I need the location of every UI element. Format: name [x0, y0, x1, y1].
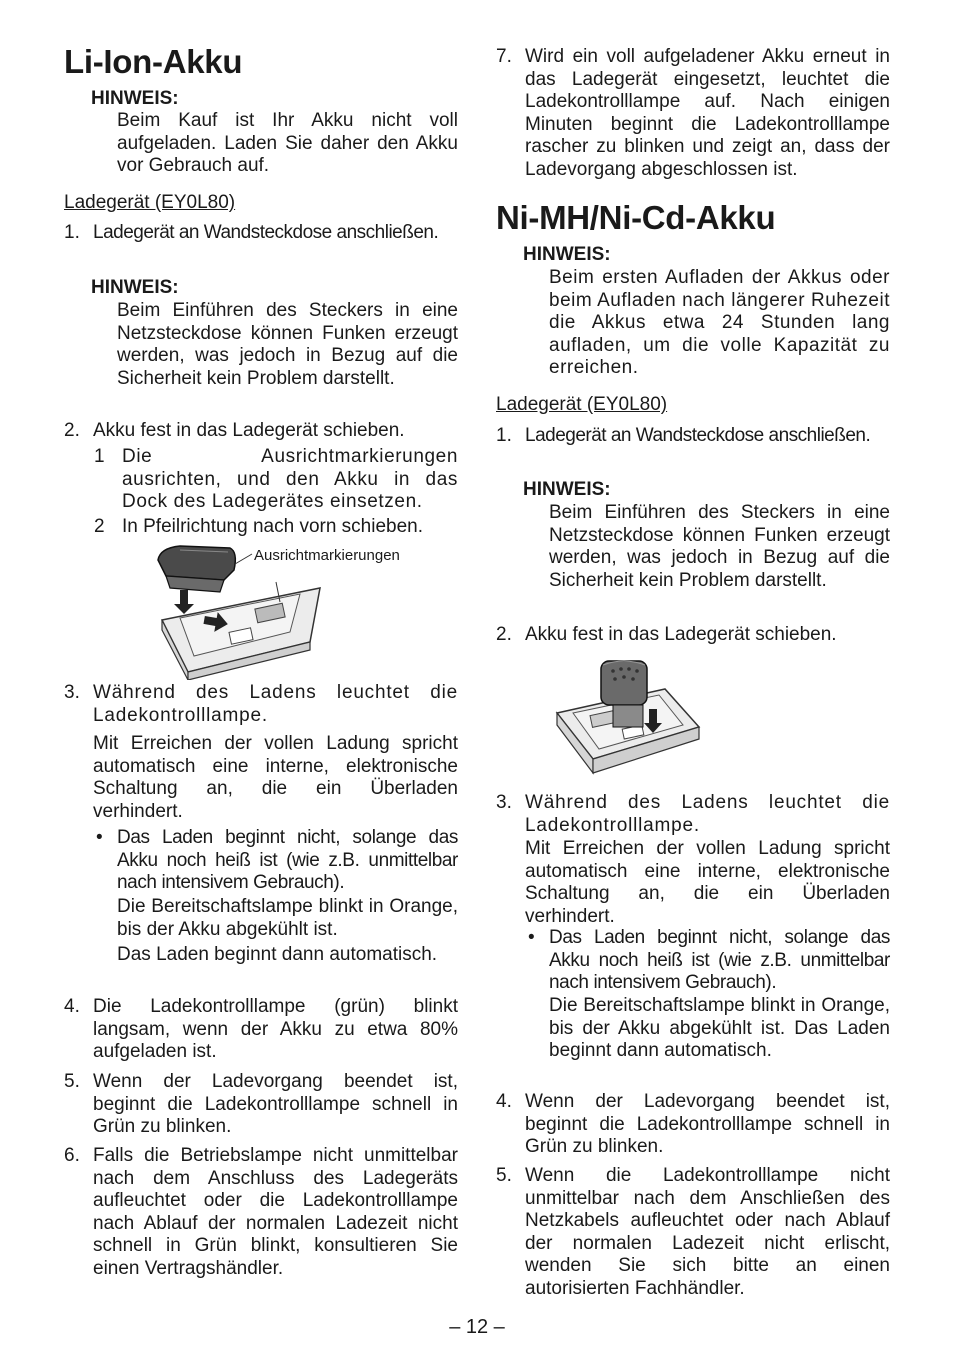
step-3-paragraph: Mit Erreichen der vollen Ladung spricht automatisch eine interne, elektronische Schaltung an, die ein Überladen verhindert. — [525, 838, 890, 927]
bullet-mark: • — [96, 827, 103, 848]
step-1-text: Ladegerät an Wandsteckdose anschließen. — [93, 222, 439, 243]
note-text: Beim Kauf ist Ihr Akku nicht voll aufgeladen. Laden Sie daher den Akku vor Gebrauch auf. — [117, 110, 458, 177]
step-3-bullet-continuation: Die Bereitschaftslampe blinkt in Orange, bis der Akku abgekühlt ist. — [117, 896, 458, 940]
note-label: HINWEIS: — [91, 88, 179, 109]
step-number: 5. — [496, 1165, 512, 1186]
section-title-ni-mh: Ni-MH/Ni-Cd-Akku — [496, 199, 776, 236]
substep-number: 1 — [94, 446, 105, 467]
step-1-note-text: Beim Einführen des Steckers in eine Netzsteckdose können Funken erzeugt werden, was jedoch in Bezug auf die Sicherheit kein Problem darstellt. — [549, 502, 890, 591]
step-7-text: Wird ein voll aufgeladener Akku erneut in das Ladegerät eingesetzt, leuchtet die Ladekontrolllampe auf. Nach einigen Minuten beginnt die Ladekontrolllampe rascher zu blinken und zeigt an, dass der Ladevorgang abgeschlossen ist. — [525, 46, 890, 180]
substep-number: 2 — [94, 516, 105, 537]
step-1-note-text: Beim Einführen des Steckers in eine Netzsteckdose können Funken erzeugt werden, was jedoch in Bezug auf die Sicherheit kein Problem darstellt. — [117, 300, 458, 389]
step-4-text: Die Ladekontrolllampe (grün) blinkt langsam, wenn der Akku zu etwa 80% aufgeladen ist. — [93, 996, 458, 1063]
step-number: 2. — [64, 420, 80, 441]
step-number: 6. — [64, 1145, 80, 1166]
step-number: 3. — [64, 682, 80, 703]
step-6-text: Falls die Betriebslampe nicht unmittelbar nach dem Anschluss des Ladegeräts aufleuchtet oder die Ladekontrolllampe nach Ablauf der normalen Ladezeit nicht schnell in Grün blinkt, konsultieren Sie einen Vertragshändler. — [93, 1145, 458, 1279]
note-text: Beim ersten Aufladen der Akkus oder beim Aufladen nach längerer Ruhezeit die Akkus etwa 24 Stunden lang aufladen, um die volle Kapazität zu erreichen. — [549, 267, 890, 379]
step-5-text: Wenn die Ladekontrolllampe nicht unmittelbar nach dem Anschließen des Netzkabels aufleuchtet oder nach Ablauf der normalen Ladezeit nicht erlischt, wenden Sie sich bitte an einen autorisierten Fachhändler. — [525, 1165, 890, 1299]
step-number: 4. — [64, 996, 80, 1017]
step-3-text: Während des Ladens leuchtet die Ladekontrolllampe. — [93, 682, 458, 726]
figure-label-alignment-marks: Ausrichtmarkierungen — [254, 547, 400, 564]
step-number: 7. — [496, 46, 512, 67]
step-number: 3. — [496, 792, 512, 813]
charger-model-label: Ladegerät (EY0L80) — [496, 394, 668, 415]
step-number: 4. — [496, 1091, 512, 1112]
charger-model-label: Ladegerät (EY0L80) — [64, 192, 236, 213]
note-label: HINWEIS: — [523, 244, 611, 265]
step-number: 1. — [496, 425, 512, 446]
step-1-note-label: HINWEIS: — [91, 277, 179, 298]
li-ion-charger-illustration — [150, 540, 450, 680]
step-number: 2. — [496, 624, 512, 645]
step-2-text: Akku fest in das Ladegerät schieben. — [525, 624, 837, 645]
step-number: 1. — [64, 222, 80, 243]
step-1-text: Ladegerät an Wandsteckdose anschließen. — [525, 425, 871, 446]
step-3-bullet: Das Laden beginnt nicht, solange das Akku noch heiß ist (wie z.B. unmittelbar nach intensivem Gebrauch). — [117, 827, 458, 894]
step-number: 5. — [64, 1071, 80, 1092]
step-5-text: Wenn der Ladevorgang beendet ist, beginnt die Ladekontrolllampe schnell in Grün zu blinken. — [93, 1071, 458, 1138]
substep-1-text: Die Ausrichtmarkierungen ausrichten, und den Akku in das Dock des Ladegerätes einsetzen. — [122, 446, 458, 513]
step-3-bullet-continuation: Das Laden beginnt dann automatisch. — [117, 944, 438, 965]
step-3-text: Während des Ladens leuchtet die Ladekontrolllampe. — [525, 792, 890, 836]
page-number: – 12 – — [449, 1316, 505, 1338]
step-3-bullet-continuation: Die Bereitschaftslampe blinkt in Orange, bis der Akku abgekühlt ist. Das Laden beginnt dann automatisch. — [549, 995, 890, 1062]
step-4-text: Wenn der Ladevorgang beendet ist, beginnt die Ladekontrolllampe schnell in Grün zu blinken. — [525, 1091, 890, 1158]
ni-mh-charger-illustration — [555, 655, 705, 780]
step-3-paragraph: Mit Erreichen der vollen Ladung spricht automatisch eine interne, elektronische Schaltung an, die ein Überladen verhindert. — [93, 733, 458, 822]
section-title-li-ion: Li-Ion-Akku — [64, 43, 243, 80]
substep-2-text: In Pfeilrichtung nach vorn schieben. — [122, 516, 424, 537]
bullet-mark: • — [528, 927, 535, 948]
step-2-text: Akku fest in das Ladegerät schieben. — [93, 420, 405, 441]
step-3-bullet: Das Laden beginnt nicht, solange das Akku noch heiß ist (wie z.B. unmittelbar nach intensivem Gebrauch). — [549, 927, 890, 994]
step-1-note-label: HINWEIS: — [523, 479, 611, 500]
